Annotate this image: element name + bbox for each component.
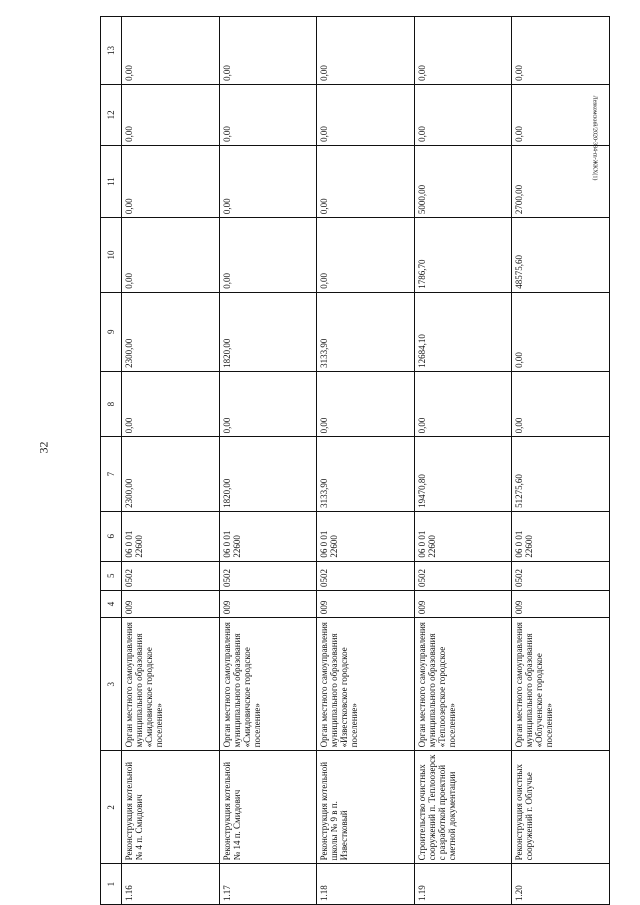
value-cell: 2300,00: [122, 437, 220, 512]
value-cell: 0,00: [414, 17, 512, 85]
column-header: 4: [101, 590, 122, 617]
budget-code: 009: [317, 590, 415, 617]
value-cell: 0,00: [219, 84, 317, 145]
table-row: [219, 17, 317, 905]
value-cell: 3133,90: [317, 292, 415, 371]
column-header: 10: [101, 218, 122, 293]
measure-name: Реконструкция котельной № 4 п. Смидович: [122, 751, 220, 864]
value-cell: 0,00: [317, 84, 415, 145]
header-row: [101, 17, 122, 905]
value-cell: 0,00: [414, 371, 512, 437]
column-header: 6: [101, 511, 122, 561]
target-code: 06 0 01 22600: [414, 511, 512, 561]
value-cell: 3133,90: [317, 437, 415, 512]
value-cell: 2300,00: [122, 292, 220, 371]
table-row: [512, 17, 610, 905]
value-cell: 5000,00: [414, 145, 512, 217]
value-cell: 0,00: [512, 292, 610, 371]
value-cell: 0,00: [317, 145, 415, 217]
value-cell: 0,00: [219, 371, 317, 437]
section-code: 0502: [414, 561, 512, 590]
measure-name: Строительство очистных сооружений п. Теплоозерск с разработкой проектной сметной документации: [414, 751, 512, 864]
table-row: [317, 17, 415, 905]
value-cell: 0,00: [219, 17, 317, 85]
rotated-table-container: [100, 16, 610, 905]
target-code: 06 0 01 22600: [122, 511, 220, 561]
responsible-body: Орган местного самоуправления муниципального образования «Смидовичское городское поселение»: [219, 618, 317, 751]
value-cell: 0,00: [122, 371, 220, 437]
value-cell: 0,00: [512, 17, 610, 85]
table-row: [414, 17, 512, 905]
row-number: 1.18: [317, 864, 415, 905]
measure-name: Реконструкция котельной школы № 9 в п. Известковый: [317, 751, 415, 864]
column-header: 2: [101, 751, 122, 864]
responsible-body: Орган местного самоуправления муниципального образования «Известковское городское поселение»: [317, 618, 415, 751]
column-header: 9: [101, 292, 122, 371]
value-cell: 0,00: [512, 371, 610, 437]
value-cell: 48575,60: [512, 218, 610, 293]
column-header: 1: [101, 864, 122, 905]
responsible-body: Орган местного самоуправления муниципального образования «Облученское городское поселение»: [512, 618, 610, 751]
document-code: Левкомский/2020-384-m-ЖКХ(1): [591, 95, 598, 181]
value-cell: 0,00: [317, 218, 415, 293]
section-code: 0502: [512, 561, 610, 590]
section-code: 0502: [122, 561, 220, 590]
budget-table: [100, 16, 610, 905]
section-code: 0502: [317, 561, 415, 590]
value-cell: 0,00: [219, 218, 317, 293]
value-cell: 51275,60: [512, 437, 610, 512]
row-number: 1.17: [219, 864, 317, 905]
row-number: 1.19: [414, 864, 512, 905]
value-cell: 0,00: [317, 371, 415, 437]
column-header: 7: [101, 437, 122, 512]
budget-code: 009: [414, 590, 512, 617]
value-cell: 12684,10: [414, 292, 512, 371]
target-code: 06 0 01 22600: [317, 511, 415, 561]
value-cell: 0,00: [122, 218, 220, 293]
responsible-body: Орган местного самоуправления муниципального образования «Смидовичское городское поселение»: [122, 618, 220, 751]
measure-name: Реконструкция котельной № 14 п. Смидович: [219, 751, 317, 864]
value-cell: 19470,80: [414, 437, 512, 512]
column-header: 8: [101, 371, 122, 437]
value-cell: 0,00: [122, 17, 220, 85]
value-cell: 1820,00: [219, 292, 317, 371]
budget-code: 009: [219, 590, 317, 617]
column-header: 13: [101, 17, 122, 85]
value-cell: 0,00: [219, 145, 317, 217]
column-header: 12: [101, 84, 122, 145]
budget-code: 009: [512, 590, 610, 617]
value-cell: 0,00: [122, 145, 220, 217]
column-header: 11: [101, 145, 122, 217]
column-header: 5: [101, 561, 122, 590]
section-code: 0502: [219, 561, 317, 590]
table-row: [122, 17, 220, 905]
column-header: 3: [101, 618, 122, 751]
budget-code: 009: [122, 590, 220, 617]
row-number: 1.16: [122, 864, 220, 905]
responsible-body: Орган местного самоуправления муниципального образования «Теплоозерское городское поселение»: [414, 618, 512, 751]
row-number: 1.20: [512, 864, 610, 905]
target-code: 06 0 01 22600: [512, 511, 610, 561]
page-number: 32: [36, 441, 51, 454]
value-cell: 0,00: [122, 84, 220, 145]
value-cell: 1786,70: [414, 218, 512, 293]
value-cell: 0,00: [512, 84, 610, 145]
value-cell: 2700,00: [512, 145, 610, 217]
target-code: 06 0 01 22600: [219, 511, 317, 561]
value-cell: 1820,00: [219, 437, 317, 512]
value-cell: 0,00: [414, 84, 512, 145]
value-cell: 0,00: [317, 17, 415, 85]
measure-name: Реконструкция очистных сооружений г. Облучье: [512, 751, 610, 864]
